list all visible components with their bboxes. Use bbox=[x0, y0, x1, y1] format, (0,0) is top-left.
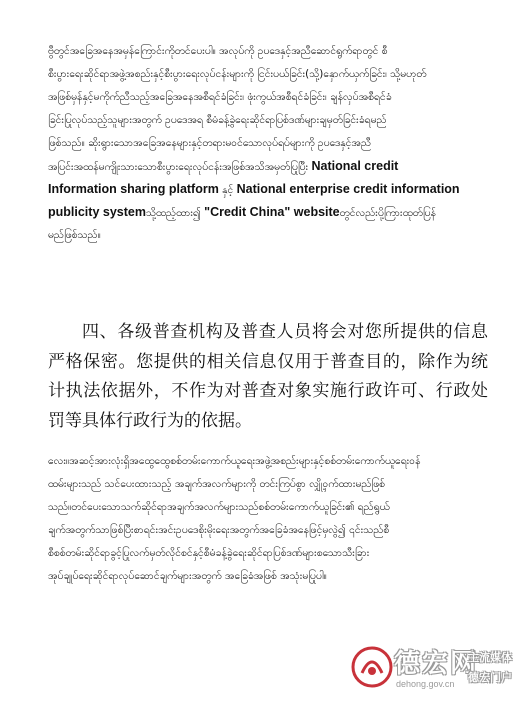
chinese-paragraph bbox=[48, 318, 488, 436]
dehong-logo-icon bbox=[350, 645, 394, 689]
text-run: သို့ထည့်ထား၍ bbox=[145, 207, 201, 219]
burmese-paragraph-2 bbox=[48, 450, 488, 588]
text-line: ချက်အတွက်သာဖြစ်ပြီးစာရင်းအင်းဥပဒေစိုးမိုးရေးအတွက်အခြေခံအနေဖြင့်မှလွဲ၍ ၎င်းသည်စီ bbox=[48, 524, 390, 536]
english-run: National credit bbox=[311, 159, 399, 173]
text-line: စီးပွားရေးဆိုင်ရာအဖွဲ့အစည်းနှင့်စီးပွားရေးလုပ်ငန်းများကို ငြင်းပယ်ခြင်း(သို့)နှောက်ယှက်ခြင်း၊ သို့မဟုတ် bbox=[48, 68, 427, 80]
burmese-paragraph-1 bbox=[48, 40, 488, 247]
text-line: သည်။တင်ပေးသောသက်ဆိုင်ရာအချက်အလက်များသည်စစ်တမ်းကောက်ယူခြင်း၏ ရည်ရွယ် bbox=[48, 501, 390, 513]
text-line: ထမ်းများသည် သင်ပေးထားသည့် အချက်အလက်များကို တင်းကြပ်စွာ လျှို့ဝှက်ထားမည်ဖြစ် bbox=[48, 478, 385, 490]
watermark bbox=[350, 643, 522, 701]
text-line: အုပ်ချုပ်ရေးဆိုင်ရာလုပ်ဆောင်ချက်များအတွက် အခြေခံအဖြစ် အသုံးမပြုပါ။ bbox=[48, 570, 327, 582]
text-run: အပြင်းအထန်မကျိုးသားသောစီးပွားရေးလုပ်ငန်းအဖြစ်အသိအမှတ်ပြုပြီး bbox=[48, 161, 309, 173]
text-line: ဗွီတွင်အခြေအနေအမှန်ကြောင်းကိုတင်ပေးပါ။ အလုပ်ကို ဥပဒေနှင့်အညီဆောင်ရွက်ရာတွင် စီ bbox=[48, 45, 388, 57]
english-run: Information sharing platform bbox=[48, 182, 219, 196]
text-line: မည်ဖြစ်သည်။ bbox=[48, 229, 101, 241]
text-line: လေး။အဆင့်အားလုံးရှိအထွေထွေစစ်တမ်းကောက်ယူရေးအဖွဲ့အစည်းများနှင့်စစ်တမ်းကောက်ယူရေးဝန် bbox=[48, 455, 421, 467]
watermark-site-name: 德宏网 bbox=[394, 649, 479, 679]
watermark-tagline-1: 主流媒体 bbox=[468, 651, 512, 664]
text-run: နှင့် bbox=[222, 184, 234, 196]
text-line bbox=[48, 201, 488, 224]
text-line: ဖြစ်သည်။ ဆိုးရွားသောအခြေအနေများနှင့်တရားမဝင်သောလုပ်ရပ်များကို ဥပဒေနှင့်အညီ bbox=[48, 137, 371, 149]
english-run: "Credit China" website bbox=[204, 205, 340, 219]
watermark-tagline-2: 德宏门户 bbox=[468, 671, 512, 684]
text-line: အဖြစ်မှန်နှင့်မကိုက်ညီသည့်အခြေအနေအစီရင်ခံခြင်း၊ ဖုံးကွယ်အစီရင်ခံခြင်း၊ ချန်လှပ်အစီရင်ခံ bbox=[48, 91, 392, 103]
text-line: စီစစ်တမ်းဆိုင်ရာခွင့်ပြုလက်မှတ်လိုင်စင်နှင့်စီမံခန့်ခွဲရေးဆိုင်ရာပြစ်ဒဏ်များစသောသီးခြား bbox=[48, 547, 370, 559]
text-line: ခြင်းပြုလုပ်သည့်သူများအတွက် ဥပဒေအရ စီမံခန့်ခွဲရေးဆိုင်ရာပြစ်ဒဏ်များချမှတ်ခြင်းခံရမည် bbox=[48, 114, 387, 126]
chinese-paragraph-text: 四、各级普查机构及普查人员将会对您所提供的信息严格保密。您提供的相关信息仅用于普查目的，除作为统计执法依据外，不作为对普查对象实施行政许可、行政处罚等具体行政行为的依据。 bbox=[48, 322, 488, 431]
text-line bbox=[48, 155, 488, 178]
watermark-domain: dehong.gov.cn bbox=[396, 679, 455, 689]
english-run: National enterprise credit information bbox=[236, 182, 460, 196]
text-run: တွင်လည်းပို့ကြားထုတ်ပြန် bbox=[339, 207, 436, 219]
text-line bbox=[48, 178, 488, 201]
english-run: publicity system bbox=[48, 205, 146, 219]
